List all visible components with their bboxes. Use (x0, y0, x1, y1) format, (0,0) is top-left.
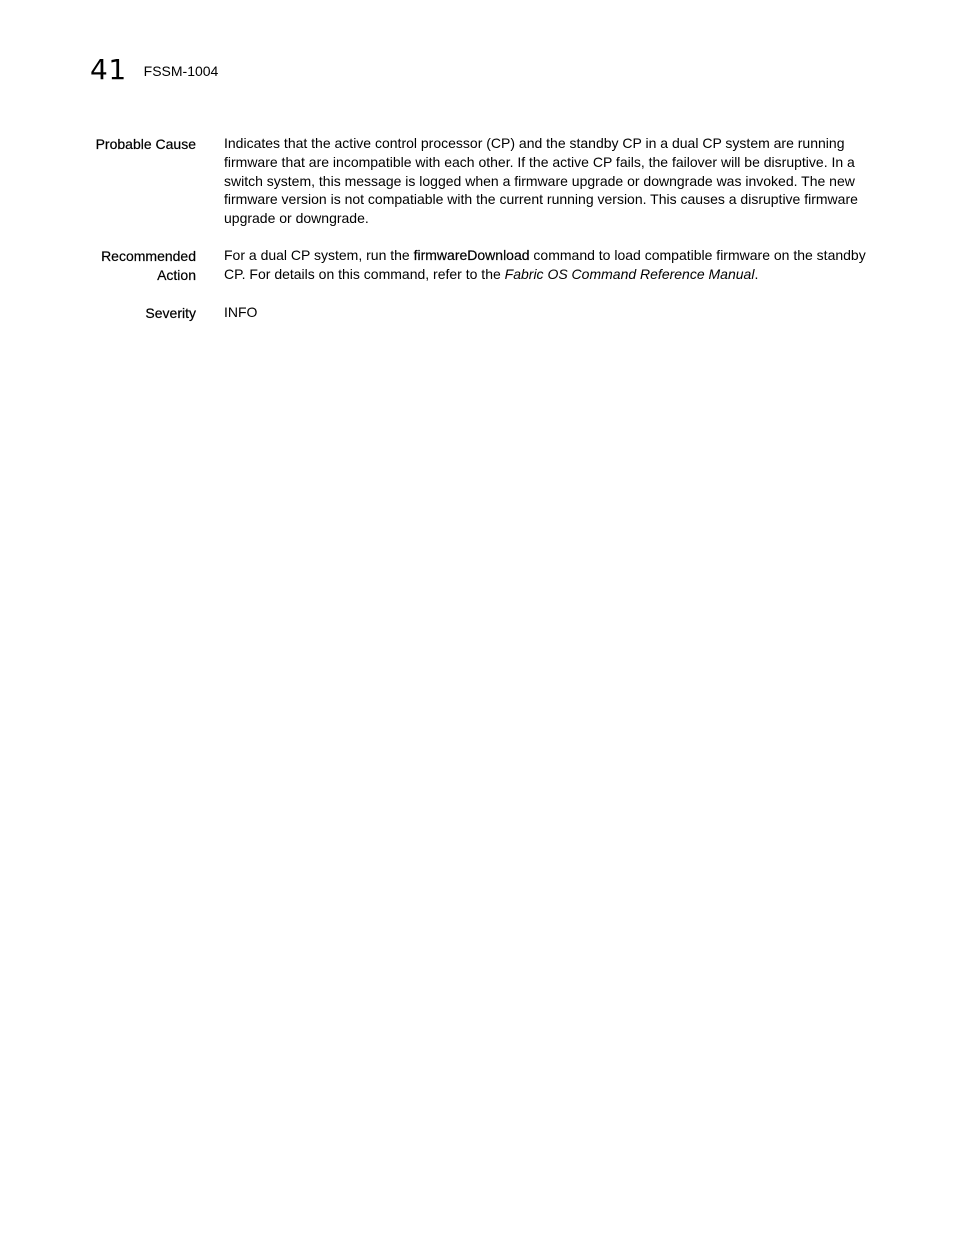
probable-cause-entry (0, 134, 954, 228)
recommended-action-label-line1: Recommended (101, 247, 196, 264)
header-title: FSSM-1004 (143, 63, 219, 79)
recommended-action-text (224, 246, 874, 285)
command-name: firmwareDownload (413, 246, 530, 263)
manual-title: Fabric OS Command Reference Manual (504, 265, 755, 282)
probable-cause-label: Probable Cause (95, 136, 196, 152)
recommended-action-label-line2: Action (157, 266, 196, 283)
probable-cause-text: Indicates that the active control processor (CP) and the standby CP in a dual CP system are running firmware that are incompatible with each other. If the active CP fails, the failover will be disruptive. In a switch system, this message is logged when a firmware upgrade or downgrade was invoked. The new firmware version is not compatiable with the current running version. This causes a disruptive firmware upgrade or downgrade. (224, 135, 858, 227)
chapter-number: 41 (90, 53, 127, 86)
severity-label: Severity (145, 304, 196, 321)
recommended-action-label (0, 246, 196, 285)
recommended-action-entry (0, 246, 954, 285)
action-text-before: For a dual CP system, run the (224, 246, 414, 263)
page-header (90, 52, 218, 88)
severity-value: INFO (224, 303, 258, 320)
severity-entry (0, 303, 954, 323)
message-details (0, 134, 954, 341)
action-text-middle: command to load compatible firmware on the standby CP. For details on this command, refer to the (224, 246, 866, 282)
action-text-after: . (754, 265, 759, 282)
